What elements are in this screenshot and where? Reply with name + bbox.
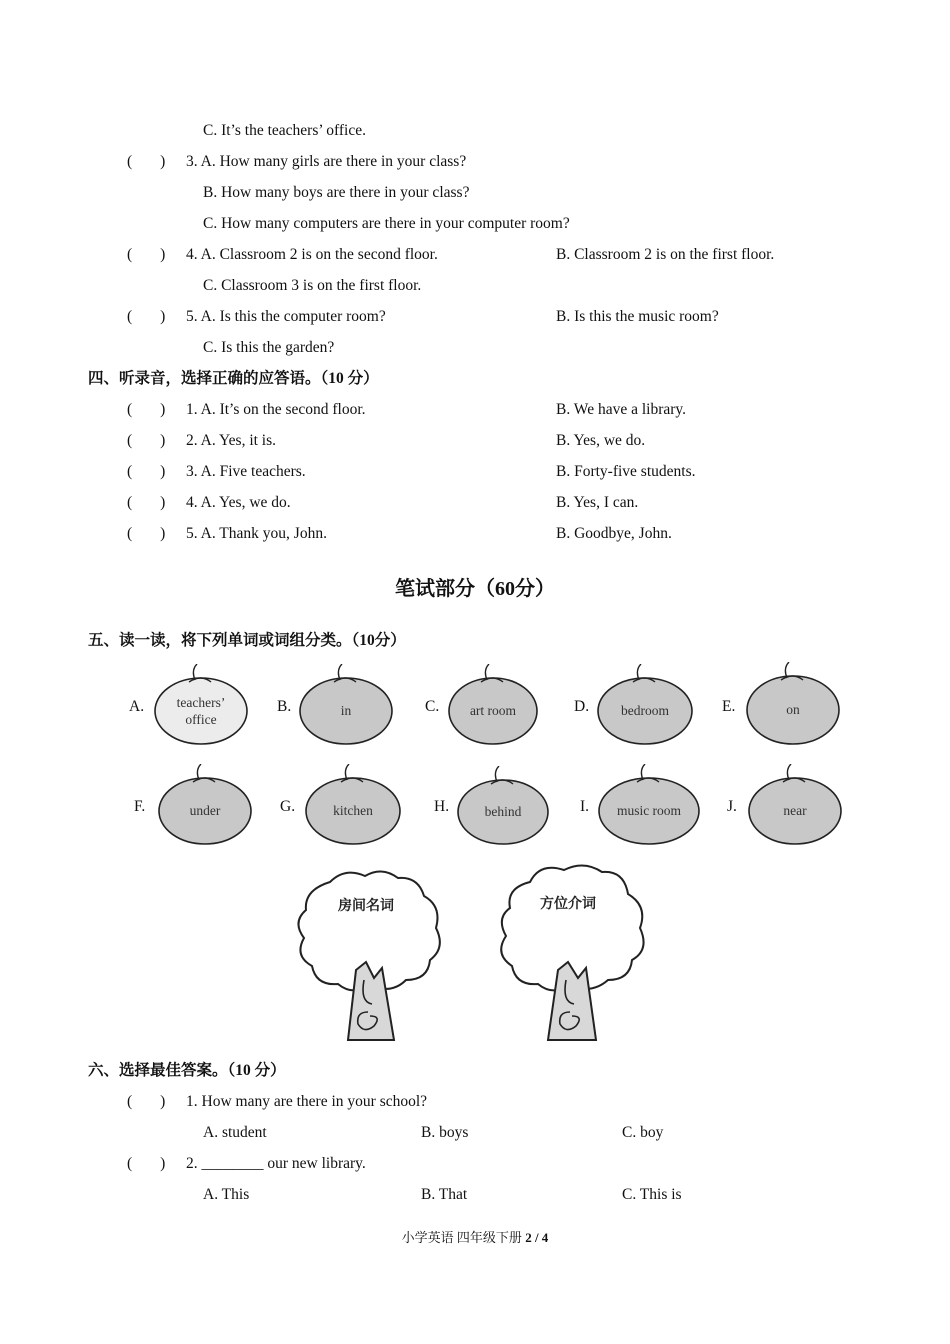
s4-option-b: B. Yes, we do.	[556, 432, 646, 449]
answer-blank[interactable]: ( )	[127, 494, 166, 511]
s6-q1-option-a: A. student	[203, 1124, 267, 1141]
tree-prepositions[interactable]	[492, 858, 652, 1042]
s6-q2-option-b: B. That	[421, 1186, 468, 1203]
written-part-title: 笔试部分（60分）	[395, 578, 555, 600]
apple-word: behind	[484, 803, 522, 819]
apple-letter: E.	[722, 698, 736, 715]
q4-option-b: B. Classroom 2 is on the first floor.	[556, 246, 775, 263]
answer-blank[interactable]: ( )	[127, 463, 166, 480]
s6-q2-option-a: A. This	[203, 1186, 250, 1203]
apple-word-card[interactable]	[298, 664, 394, 746]
apple-word-card[interactable]	[304, 764, 402, 846]
tree-label-room: 房间名词	[338, 898, 394, 914]
apple-word-card[interactable]	[456, 766, 550, 846]
q2-option-c: C. It’s the teachers’ office.	[203, 122, 366, 139]
s6-q1-option-b: B. boys	[421, 1124, 469, 1141]
tree-label-preposition: 方位介词	[540, 896, 596, 912]
answer-blank[interactable]: ( )	[127, 432, 166, 449]
apple-word-card[interactable]	[596, 664, 694, 746]
s6-q1: 1. How many are there in your school?	[186, 1093, 428, 1110]
answer-blank[interactable]: ( )	[127, 153, 166, 170]
page-number: 2 / 4	[525, 1230, 549, 1245]
s4-option-b: B. Yes, I can.	[556, 494, 639, 511]
section-6-heading: 六、选择最佳答案。（10 分）	[88, 1062, 286, 1079]
answer-blank[interactable]: ( )	[127, 1155, 166, 1172]
apple-word: bedroom	[621, 702, 669, 718]
q4-option-c: C. Classroom 3 is on the first floor.	[203, 277, 422, 294]
tree-icon	[492, 858, 652, 1042]
apple-letter: F.	[134, 798, 146, 815]
q5-option-c: C. Is this the garden?	[203, 339, 335, 356]
answer-blank[interactable]: ( )	[127, 525, 166, 542]
q3-option-a: 3. A. How many girls are there in your class?	[186, 153, 467, 170]
apple-word-card[interactable]	[745, 662, 841, 746]
s4-option-a: 5. A. Thank you, John.	[186, 525, 327, 542]
apple-word: music room	[616, 802, 682, 818]
apple-word-card[interactable]	[747, 764, 843, 846]
s4-option-b: B. We have a library.	[556, 401, 687, 418]
s4-option-a: 1. A. It’s on the second floor.	[186, 401, 366, 418]
tree-room-nouns[interactable]	[290, 862, 450, 1042]
apple-letter: J.	[727, 798, 737, 815]
s4-option-b: B. Forty-five students.	[556, 463, 696, 480]
s4-option-a: 2. A. Yes, it is.	[186, 432, 277, 449]
section-4-heading: 四、听录音，选择正确的应答语。（10 分）	[88, 370, 379, 387]
s6-q1-option-c: C. boy	[622, 1124, 664, 1141]
page-footer: 小学英语 四年级下册 2 / 4	[401, 1230, 549, 1245]
s6-q2: 2. ________ our new library.	[186, 1155, 366, 1172]
section-5-heading: 五、读一读，将下列单词或词组分类。（10分）	[88, 632, 406, 649]
q4-option-a: 4. A. Classroom 2 is on the second floor.	[186, 246, 438, 263]
apple-letter: C.	[425, 698, 440, 715]
apple-letter: B.	[277, 698, 292, 715]
apple-letter: H.	[434, 798, 450, 815]
apple-word: in	[340, 702, 352, 718]
apple-word: on	[786, 701, 800, 717]
apple-word: teachers’ office	[176, 695, 226, 727]
apple-word-card[interactable]	[447, 664, 539, 746]
q5-option-a: 5. A. Is this the computer room?	[186, 308, 386, 325]
s4-option-a: 4. A. Yes, we do.	[186, 494, 291, 511]
answer-blank[interactable]: ( )	[127, 246, 166, 263]
apple-letter: D.	[574, 698, 590, 715]
apple-word-card[interactable]	[153, 664, 249, 746]
apple-letter: A.	[129, 698, 145, 715]
apple-word: kitchen	[333, 802, 373, 818]
apple-word-card[interactable]	[597, 764, 701, 846]
apple-letter: I.	[580, 798, 590, 815]
apple-letter: G.	[280, 798, 296, 815]
apple-word: under	[189, 802, 221, 818]
q3-option-b: B. How many boys are there in your class?	[203, 184, 470, 201]
s6-q2-option-c: C. This is	[622, 1186, 682, 1203]
q5-option-b: B. Is this the music room?	[556, 308, 719, 325]
q3-option-c: C. How many computers are there in your computer room?	[203, 215, 570, 232]
apple-word: art room	[469, 702, 517, 718]
apple-word: near	[783, 802, 807, 818]
apple-word-card[interactable]	[157, 764, 253, 846]
answer-blank[interactable]: ( )	[127, 1093, 166, 1110]
s4-option-b: B. Goodbye, John.	[556, 525, 672, 542]
answer-blank[interactable]: ( )	[127, 401, 166, 418]
answer-blank[interactable]: ( )	[127, 308, 166, 325]
tree-icon	[290, 862, 450, 1042]
s4-option-a: 3. A. Five teachers.	[186, 463, 306, 480]
